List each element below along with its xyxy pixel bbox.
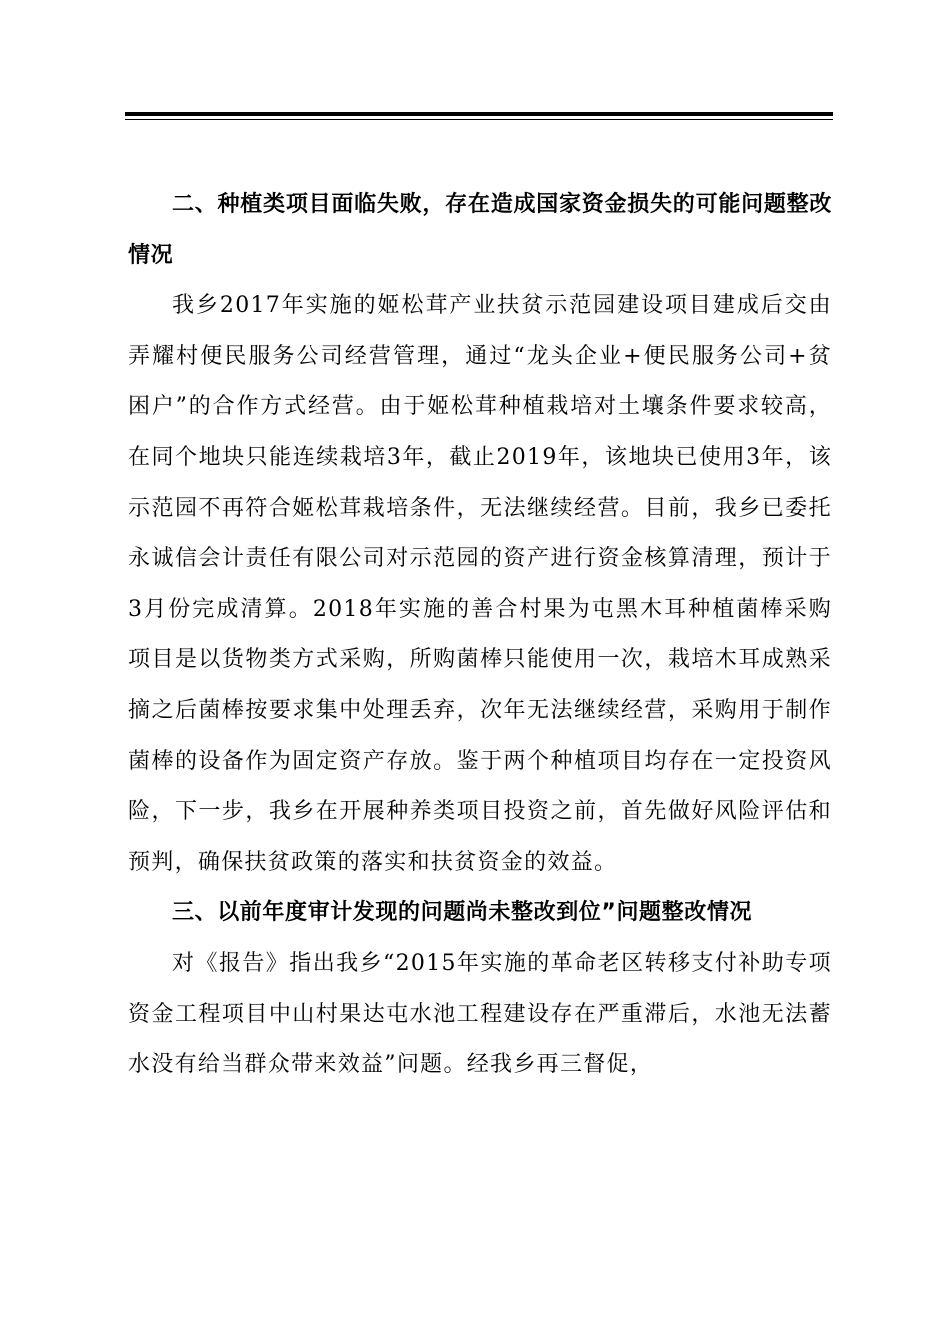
- header-rule-thick: [125, 112, 833, 116]
- section-heading-3: 三、以前年度审计发现的问题尚未整改到位”问题整改情况: [172, 900, 753, 926]
- section-paragraph-3: 对《报告》指出我乡“2015年实施的革命老区转移支付补助专项资金工程项目中山村果达屯水池工程建设存在严重滞后，水池无法蓄水没有给当群众带来效益”问题。经我乡再三督促，: [128, 950, 832, 1078]
- document-body: [128, 180, 832, 1091]
- section-paragraph-2: 我乡2017年实施的姬松茸产业扶贫示范园建设项目建成后交由弄耀村便民服务公司经营管理，通过“龙头企业+便民服务公司+贫困户”的合作方式经营。由于姬松茸种植栽培对土壤条件要求较高，在同个地块只能连续栽培3年，截止2019年，该地块已使用3年，该示范园不再符合姬松茸栽培条件，无法继续经营。目前，我乡已委托永诚信会计责任有限公司对示范园的资产进行资金核算清理，预计于3月份完成清算。2018年实施的善合村果为屯黑木耳种植菌棒采购项目是以货物类方式采购，所购菌棒只能使用一次，栽培木耳成熟采摘之后菌棒按要求集中处理丢弃，次年无法继续经营，采购用于制作菌棒的设备作为固定资产存放。鉴于两个种植项目均存在一定投资风险，下一步，我乡在开展种养类项目投资之前，首先做好风险评估和预判，确保扶贫政策的落实和扶贫资金的效益。: [128, 293, 832, 875]
- header-rule-thin: [125, 119, 833, 120]
- section-heading-2: 二、种植类项目面临失败，存在造成国家资金损失的可能问题整改情况: [128, 192, 832, 268]
